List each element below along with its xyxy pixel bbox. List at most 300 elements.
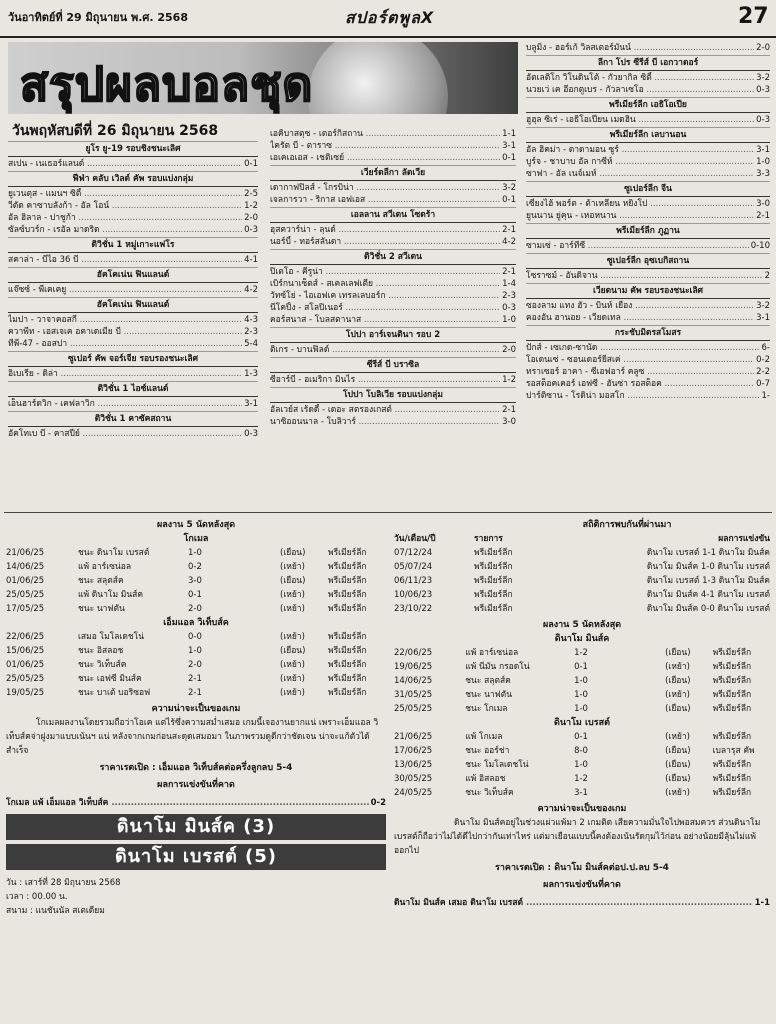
h2h-row	[394, 574, 770, 588]
form-date: 21/06/25	[6, 548, 45, 558]
match-score: 2-1	[756, 211, 770, 221]
form-score: 0-1	[188, 590, 202, 600]
match-teams: ซัลซ์บวร์ก - เรอัล มาดริด .....	[8, 224, 242, 236]
match-row	[8, 200, 258, 212]
match-teams: ซามเซ่ - อาร์ทีซี .....	[526, 240, 749, 252]
h2h-title: สถิติการพบกันที่ผ่านมา	[582, 520, 672, 530]
match-score: 3-1	[756, 145, 770, 155]
match-row	[270, 194, 516, 206]
results-column-1	[8, 140, 258, 440]
form-date: 21/06/25	[394, 732, 433, 742]
form-competition: พรีเมียร์ลีก	[328, 548, 367, 558]
form-result: ชนะ วิเท็บส์ค	[78, 660, 127, 670]
match-row	[526, 156, 770, 168]
prediction-title: ผลการแข่งขันที่คาด	[543, 880, 621, 890]
form-score: 2-1	[188, 688, 202, 698]
match-teams: คอร์สนาส - โบลสตานาส .....	[270, 314, 500, 326]
match-row	[526, 390, 770, 402]
match-score: 1-	[761, 391, 770, 401]
match-score: 1-1	[502, 129, 516, 139]
match-score: 2-1	[502, 225, 516, 235]
form-row	[394, 786, 770, 800]
match-row	[270, 128, 516, 140]
form-venue: (เยือน)	[665, 746, 691, 756]
form-venue: (เหย้า)	[280, 660, 305, 670]
match-teams: เซี่ยงไฮ้ พอร์ต - ต้าเหลียน หยิงโป .....	[526, 198, 754, 210]
form-date: 25/05/25	[394, 704, 433, 714]
match-row	[526, 210, 770, 222]
form-date: 01/06/25	[6, 660, 45, 670]
form-date: 14/06/25	[6, 562, 45, 572]
form-row	[6, 560, 386, 574]
match-score: 3-1	[756, 313, 770, 323]
match-row	[526, 354, 770, 366]
league-heading: พรีเมียร์ลีก เอธิโอเปีย	[526, 97, 770, 113]
form-result: ชนะ นาฟตัน	[465, 690, 513, 700]
match-teams: เดากาฟปิลส์ - โกรบิน่า .....	[270, 182, 500, 194]
form-row	[394, 646, 770, 660]
form-date: 17/06/25	[394, 746, 433, 756]
match-row	[270, 404, 516, 416]
match-row	[270, 266, 516, 278]
form-result: ชนะ นาฟตัน	[78, 604, 125, 614]
prediction-title: ผลการแข่งขันที่คาด	[157, 780, 235, 790]
match-teams: เบิร์กนาเซ็ตส์ - สเคลเลฟเตีย .....	[270, 278, 500, 290]
match-score: 3-0	[502, 417, 516, 427]
form-score: 3-1	[574, 788, 588, 798]
match-teams: ยูเวนตุส - แมนฯ ซิตี้ .....	[8, 188, 242, 200]
form-competition: พรีเมียร์ลีก	[712, 676, 752, 686]
form-result: แพ้ โกเมล	[465, 732, 503, 742]
form-competition: พรีเมียร์ลีก	[712, 760, 752, 770]
match-score: 0-10	[750, 241, 770, 251]
h2h-result: ดินาโม เบรสต์ 1-3 ดินาโม มินส์ค	[646, 576, 770, 586]
form-row	[6, 574, 386, 588]
form-competition: พรีเมียร์ลีก	[712, 732, 752, 742]
h2h-date: 23/10/22	[394, 604, 433, 614]
match-teams: ซีอาร์บี - อเมริกา มินไร .....	[270, 374, 500, 386]
match-teams: คองอัน ฮานอย - เวียดเทล .....	[526, 312, 754, 324]
form-competition: พรีเมียร์ลีก	[328, 604, 367, 614]
team-name: เอ็มแอล วิเท็บส์ค	[163, 618, 229, 628]
match-score: 3-1	[244, 399, 258, 409]
team-name: ดินาโม เบรสต์	[554, 718, 610, 728]
probability-title: ความน่าจะเป็นของเกม	[537, 804, 627, 814]
match-score: 3-3	[756, 169, 770, 179]
match-teams: ซาฟา - อัล เนจ์เมห์ .....	[526, 168, 754, 180]
form-competition: พรีเมียร์ลีก	[712, 788, 752, 798]
form-result: ชนะ เอฟซี มินส์ค	[78, 674, 142, 684]
form-date: 01/06/25	[6, 576, 45, 586]
form-result: ชนะ ดินาโม เบรสต์	[78, 548, 150, 558]
form-result: แพ้ อาร์เซน่อล	[78, 562, 132, 572]
form-score: 0-1	[574, 732, 588, 742]
form-date: 17/05/25	[6, 604, 45, 614]
match-teams: อัล ฮิคม่า - ตาดามอน ซูร์ .....	[526, 144, 754, 156]
match-row	[270, 344, 516, 356]
match-score: 2	[764, 271, 770, 281]
form-venue: (เยือน)	[665, 760, 691, 770]
match-score: 2-0	[756, 43, 770, 53]
h2h-result: ดินาโม มินส์ค 0-0 ดินาโม เบรสต์	[646, 604, 770, 614]
match-row	[8, 284, 258, 296]
match-row	[8, 428, 258, 440]
form-venue: (เหย้า)	[280, 632, 305, 642]
form-venue: (เหย้า)	[665, 690, 691, 700]
match-teams: นีโคปิ้ง - สโลปิเนอร์ .....	[270, 302, 500, 314]
form-date: 19/06/25	[394, 662, 433, 672]
form-guide-title: ผลงาน 5 นัดหลังสุด	[156, 520, 236, 530]
league-heading: พรีเมียร์ลีก ภูฏาน	[526, 223, 770, 239]
league-heading: ซีรีส์ บี บราซิล	[270, 357, 516, 373]
match-score: 0-3	[756, 115, 770, 125]
away-team-banner: ดินาโม เบรสต์ (5)	[6, 844, 386, 870]
league-heading: พรีเมียร์ลีก เลบานอน	[526, 127, 770, 143]
league-heading: ฟีฟ่า คลับ เวิลด์ คัพ รอบแบ่งกลุ่ม	[8, 171, 258, 187]
league-heading: กระชับมิตรสโมสร	[526, 325, 770, 341]
form-row	[6, 602, 386, 616]
form-date: 15/06/25	[6, 646, 45, 656]
match-teams: ไมปา - วาจาคอสกี .....	[8, 314, 242, 326]
match-score: 0-1	[502, 195, 516, 205]
form-venue: (เหย้า)	[665, 662, 691, 672]
match-score: 2-0	[244, 213, 258, 223]
form-competition: พรีเมียร์ลีก	[712, 648, 752, 658]
form-date: 25/05/25	[6, 674, 45, 684]
form-date: 19/05/25	[6, 688, 45, 698]
match-score: 2-3	[244, 327, 258, 337]
match-row	[270, 374, 516, 386]
match-score: 3-1	[502, 141, 516, 151]
match-row	[526, 114, 770, 126]
match-row	[270, 278, 516, 290]
match-row	[526, 72, 770, 84]
match-teams: นอร์บี้ - ทอร์สลันดา .....	[270, 236, 500, 248]
match-score: 0-1	[244, 159, 258, 169]
league-heading: ยูโร ยู-19 รอบชิงชนะเลิศ	[8, 141, 258, 157]
match-teams: ทราเซอร์ อาคา - ซีเอฟอาร์ คลูซ .....	[526, 366, 754, 378]
league-heading: ดิวิชั่น 2 สวีเดน	[270, 249, 516, 265]
form-venue: (เหย้า)	[280, 590, 305, 600]
h2h-title-row	[394, 518, 770, 532]
league-heading: ดิวิชั่น 1 หมู่เกาะแฟโร	[8, 237, 258, 253]
match-teams: วัทซ์โย่ - ไอเอฟเค เทรลเลบอร์ก .....	[270, 290, 500, 302]
match-score: 4-1	[244, 255, 258, 265]
league-heading: ดิวิชั่น 1 คาซัคสถาน	[8, 411, 258, 427]
form-date: 24/05/25	[394, 788, 433, 798]
form-result: เสมอ โมโลเดชโน่	[78, 632, 145, 642]
form-competition: พรีเมียร์ลีก	[328, 562, 367, 572]
match-teams: ปักส์ - เซเกด-ซานัด .....	[526, 342, 760, 354]
form-row	[394, 772, 770, 786]
league-heading: เวียดนาม คัพ รอบรองชนะเลิศ	[526, 283, 770, 299]
match-score: 3-2	[756, 73, 770, 83]
h2h-result: ดินาโม มินส์ค 4-1 ดินาโม เบรสต์	[646, 590, 770, 600]
match-row	[8, 368, 258, 380]
form-result: ชนะ บาเต้ บอริซอฟ	[78, 688, 151, 698]
match-score: 1-2	[502, 375, 516, 385]
form-venue: (เหย้า)	[280, 674, 305, 684]
h2h-date: 07/12/24	[394, 548, 433, 558]
match-teams: อัลเวย์ส เร้ดดี้ - เดอะ สตรองเกสต์ .....	[270, 404, 500, 416]
league-heading: ดิวิชั่น 1 ไอซ์แลนด์	[8, 381, 258, 397]
match-row	[526, 366, 770, 378]
prediction-line: ดินาโม มินส์ค เสมอ ดินาโม เบรสต์ ..... 1-1	[394, 896, 770, 910]
match-day: วัน : เสาร์ที่ 28 มิถุนายน 2568	[6, 878, 121, 888]
h2h-comp: พรีเมียร์ลีก	[474, 548, 513, 558]
form-score: 1-2	[574, 774, 588, 784]
match-row	[270, 182, 516, 194]
match-venue: สนาม : แนชันนัล สเตเดียม	[6, 906, 105, 916]
form-date: 14/06/25	[394, 676, 433, 686]
form-venue: (เยือน)	[665, 774, 691, 784]
match-teams: ควาพีท - เอสเจเค อคาเดเมีย บี .....	[8, 326, 242, 338]
match-row	[270, 290, 516, 302]
form-score: 1-0	[574, 690, 588, 700]
newspaper-logo: สปอร์ตพูลX	[345, 8, 435, 27]
form-score: 1-0	[188, 548, 202, 558]
form-venue: (เยือน)	[280, 548, 306, 558]
form-score: 0-0	[188, 632, 202, 642]
match-score: 0-7	[756, 379, 770, 389]
match-row	[270, 140, 516, 152]
league-heading: ซูเปอร์ลีก จีน	[526, 181, 770, 197]
form-score: 1-0	[574, 676, 588, 686]
form-competition: พรีเมียร์ลีก	[712, 690, 752, 700]
match-row	[270, 416, 516, 428]
h2h-date: 10/06/23	[394, 590, 433, 600]
form-result: ชนะ สลุตส์ค	[465, 676, 511, 686]
form-row	[6, 658, 386, 672]
match-row	[526, 378, 770, 390]
results-column-2	[270, 128, 516, 428]
match-teams: ซองลาม แทง ฮัว - บินห์ เยือง .....	[526, 300, 754, 312]
form-venue: (เหย้า)	[280, 562, 305, 572]
form-result: แพ้ อิสลอช	[465, 774, 506, 784]
match-score: 2-0	[502, 345, 516, 355]
match-teams: ฮุสควาร์น่า - ลุนด์ .....	[270, 224, 500, 236]
form-competition: พรีเมียร์ลีก	[712, 774, 752, 784]
league-heading: ลีกา โปร ซีรีส์ บี เอกวาดอร์	[526, 55, 770, 71]
form-guide-tables	[6, 532, 386, 700]
h2h-table	[394, 546, 770, 616]
form-row	[394, 660, 770, 674]
form-result: แพ้ นีมัน กรอดโน่	[465, 662, 530, 672]
h2h-date: 06/11/23	[394, 576, 433, 586]
form-row	[394, 744, 770, 758]
results-column-3	[526, 42, 770, 402]
form-result: ชนะ โกเมล	[465, 704, 508, 714]
results-date: วันพฤหัสบดีที่ 26 มิถุนายน 2568	[12, 123, 219, 139]
form-row	[6, 588, 386, 602]
form-venue: (เหย้า)	[665, 732, 691, 742]
match-row	[8, 326, 258, 338]
form-venue: (เยือน)	[665, 676, 691, 686]
form-guide-left	[6, 518, 386, 918]
form-guide-title: ผลงาน 5 นัดหลังสุด	[542, 620, 622, 630]
form-date: 25/05/25	[6, 590, 45, 600]
match-row	[270, 224, 516, 236]
match-row	[270, 152, 516, 164]
match-row	[8, 212, 258, 224]
match-row	[270, 314, 516, 326]
form-competition: พรีเมียร์ลีก	[712, 662, 752, 672]
form-date: 31/05/25	[394, 690, 433, 700]
match-row	[8, 158, 258, 170]
match-score: 2-1	[502, 405, 516, 415]
match-teams: สเปน - เนเธอร์แลนด์ .....	[8, 158, 242, 170]
match-row	[526, 300, 770, 312]
form-venue: (เยือน)	[665, 704, 691, 714]
match-score: 3-2	[756, 301, 770, 311]
match-row	[526, 84, 770, 96]
match-teams: เอ็นฮาร์ดวิก - เคฟลาวิก .....	[8, 398, 242, 410]
h2h-col-date: วัน/เดือน/ปี	[394, 534, 436, 544]
form-venue: (เหย้า)	[665, 788, 691, 798]
h2h-comp: พรีเมียร์ลีก	[474, 590, 513, 600]
match-teams: โอเดนเซ่ - ซอนเดอร์ยีสเค่ .....	[526, 354, 754, 366]
form-result: ชนะ ออร์ช่า	[465, 746, 510, 756]
probability-text: โกเมลผลงานโดยรวมถือว่าโอเค แต่ไร้ซึ่งความสม่ำเสมอ เกมนี้เจองานยากแน่ เพราะเอ็มแอล วิเท็บส์คจ่าฝูงมาแบบเน้นฯ แน่ หลังจากเกมก่อนสะดุดเสมอมา ในภาพรวมดูดีกว่าชัดเจน น่าจะแก้ตัวได้สำเร็จ	[6, 718, 379, 756]
form-competition: พรีเมียร์ลีก	[712, 704, 752, 714]
match-teams: บลูมิ่ง - ฮอร์เก้ วิลสเตอร์มันน์ .....	[526, 42, 754, 54]
match-teams: อัล ฮิลาล - ปาชูก้า .....	[8, 212, 242, 224]
match-teams: อิเบเรีย - ดิล่า .....	[8, 368, 242, 380]
match-score: 0-2	[756, 355, 770, 365]
form-result: ชนะ อิสลอช	[78, 646, 124, 656]
match-score: 2-3	[502, 291, 516, 301]
match-teams: ปิเตโอ - คีรูน่า .....	[270, 266, 500, 278]
form-date: 13/06/25	[394, 760, 433, 770]
form-score: 0-1	[574, 662, 588, 672]
form-row	[6, 644, 386, 658]
form-venue: (เยือน)	[280, 646, 306, 656]
match-row	[8, 254, 258, 266]
h2h-row	[394, 560, 770, 574]
match-teams: แจ๊ซซ์ - พีเคเคยู .....	[8, 284, 242, 296]
match-score: 4-2	[244, 285, 258, 295]
match-row	[526, 240, 770, 252]
team-name: ดินาโม มินส์ค	[554, 634, 610, 644]
match-score: 2-1	[502, 267, 516, 277]
match-teams: ทีพี-47 - ออสปา .....	[8, 338, 242, 350]
section-title: สรุปผลบอลชุด	[20, 57, 314, 111]
match-teams: ปาร์ติซาน - โรดิน่า มอสโก .....	[526, 390, 760, 402]
match-row	[270, 302, 516, 314]
h2h-comp: พรีเมียร์ลีก	[474, 576, 513, 586]
match-teams: อัตเลติโก วิโนดินโต้ - กัวยากิล ซิตี้ .....	[526, 72, 754, 84]
form-venue: (เยือน)	[280, 576, 306, 586]
form-score: 1-0	[574, 704, 588, 714]
match-teams: เอเคเอเอส - เชติเซย์ .....	[270, 152, 500, 164]
match-score: 1-4	[502, 279, 516, 289]
form-competition: พรีเมียร์ลีก	[328, 632, 367, 642]
form-date: 22/06/25	[6, 632, 45, 642]
form-score: 1-2	[574, 648, 588, 658]
form-score: 2-0	[188, 604, 202, 614]
form-competition: เบลารุส คัพ	[712, 746, 755, 756]
h2h-comp: พรีเมียร์ลีก	[474, 604, 513, 614]
match-score: 2-5	[244, 189, 258, 199]
form-row	[394, 730, 770, 744]
form-score: 8-0	[574, 746, 588, 756]
match-row	[8, 188, 258, 200]
match-score: 1-2	[244, 201, 258, 211]
league-heading: ซูเปอร์ลีก อุซเบกิสถาน	[526, 253, 770, 269]
football-image	[308, 42, 448, 114]
form-guide-tables	[394, 632, 770, 800]
form-venue: (เหย้า)	[280, 604, 305, 614]
prediction-line: โกเมล แพ้ เอ็มแอล วิเท็บส์ค ..... 0-2	[6, 796, 386, 810]
league-heading: โปปา โบลิเวีย รอบแบ่งกลุ่ม	[270, 387, 516, 403]
match-row	[270, 236, 516, 248]
form-competition: พรีเมียร์ลีก	[328, 660, 367, 670]
match-time: เวลา : 00.00 น.	[6, 892, 68, 902]
match-teams: บูร์จ - ชาบาบ อัล กาซีห์ .....	[526, 156, 754, 168]
team-name: โกเมล	[183, 534, 209, 544]
match-score: 4-2	[502, 237, 516, 247]
match-score: 1-0	[756, 157, 770, 167]
match-teams: ติเกร - บานฟิลด์ .....	[270, 344, 500, 356]
h2h-col-comp: รายการ	[474, 534, 503, 544]
match-teams: ยูนนาน ยู่คุน - เหอหนาน .....	[526, 210, 754, 222]
form-result: แพ้ อาร์เซน่อล	[465, 648, 519, 658]
opening-price: ราคาเรตเปิด : เอ็มแอล วิเท็บส์คต่อครึ่งลูกลบ 5-4	[99, 763, 293, 773]
form-result: ชนะ วิเท็บส์ค	[465, 788, 514, 798]
match-row	[526, 312, 770, 324]
match-score: 3-2	[502, 183, 516, 193]
match-row	[526, 198, 770, 210]
match-row	[8, 398, 258, 410]
match-row	[526, 168, 770, 180]
form-competition: พรีเมียร์ลีก	[328, 688, 367, 698]
issue-date: วันอาทิตย์ที่ 29 มิถุนายน พ.ศ. 2568	[8, 11, 188, 24]
match-row	[526, 144, 770, 156]
form-venue: (เยือน)	[665, 648, 691, 658]
h2h-row	[394, 588, 770, 602]
form-result: ชนะ โมโลเดชโน่	[465, 760, 529, 770]
form-venue: (เหย้า)	[280, 688, 305, 698]
form-row	[6, 672, 386, 686]
league-heading: โปปา อาร์เจนตินา รอบ 2	[270, 327, 516, 343]
form-score: 3-0	[188, 576, 202, 586]
match-teams: อัคโทเบ บี - คาสปีย์ .....	[8, 428, 242, 440]
form-competition: พรีเมียร์ลีก	[328, 590, 367, 600]
form-competition: พรีเมียร์ลีก	[328, 646, 367, 656]
match-row	[8, 314, 258, 326]
divider	[4, 512, 772, 513]
league-heading: ฮัคโคเน่น ฟินแลนด์	[8, 267, 258, 283]
match-score: 0-3	[502, 303, 516, 313]
h2h-result: ดินาโม มินส์ค 1-0 ดินาโม เบรสต์	[646, 562, 770, 572]
form-date: 22/06/25	[394, 648, 433, 658]
league-heading: ซูเปอร์ คัพ จอร์เจีย รอบรองชนะเลิศ	[8, 351, 258, 367]
h2h-header	[394, 532, 770, 546]
match-score: 0-3	[756, 85, 770, 95]
match-row	[8, 338, 258, 350]
match-score: 5-4	[244, 339, 258, 349]
form-row	[394, 674, 770, 688]
form-guide-right	[394, 518, 770, 910]
form-result: แพ้ ดินาโม มินส์ค	[78, 590, 144, 600]
match-score: 3-0	[756, 199, 770, 209]
form-row	[394, 688, 770, 702]
match-score: 0-1	[502, 153, 516, 163]
probability-text: ดินาโม มินส์คอยู่ในช่วงแผ่วแพ้มา 2 เกมติด เสียความมั่นใจไปพอสมควร ส่วนดินาโม เบรสต์ก็ถือว่าไม่ได้ดีไปกว่ากันเท่าไหร่ แต่มาเยือนแบบนี้คงต้องเน้นรัดกุมไว้ก่อน อย่างน้อยมีลุ้นไม่แพ้ออกไป	[394, 818, 761, 856]
section-banner	[8, 42, 518, 114]
h2h-row	[394, 546, 770, 560]
match-teams: นาซิออนนาล - โบลิวาร์ .....	[270, 416, 500, 428]
